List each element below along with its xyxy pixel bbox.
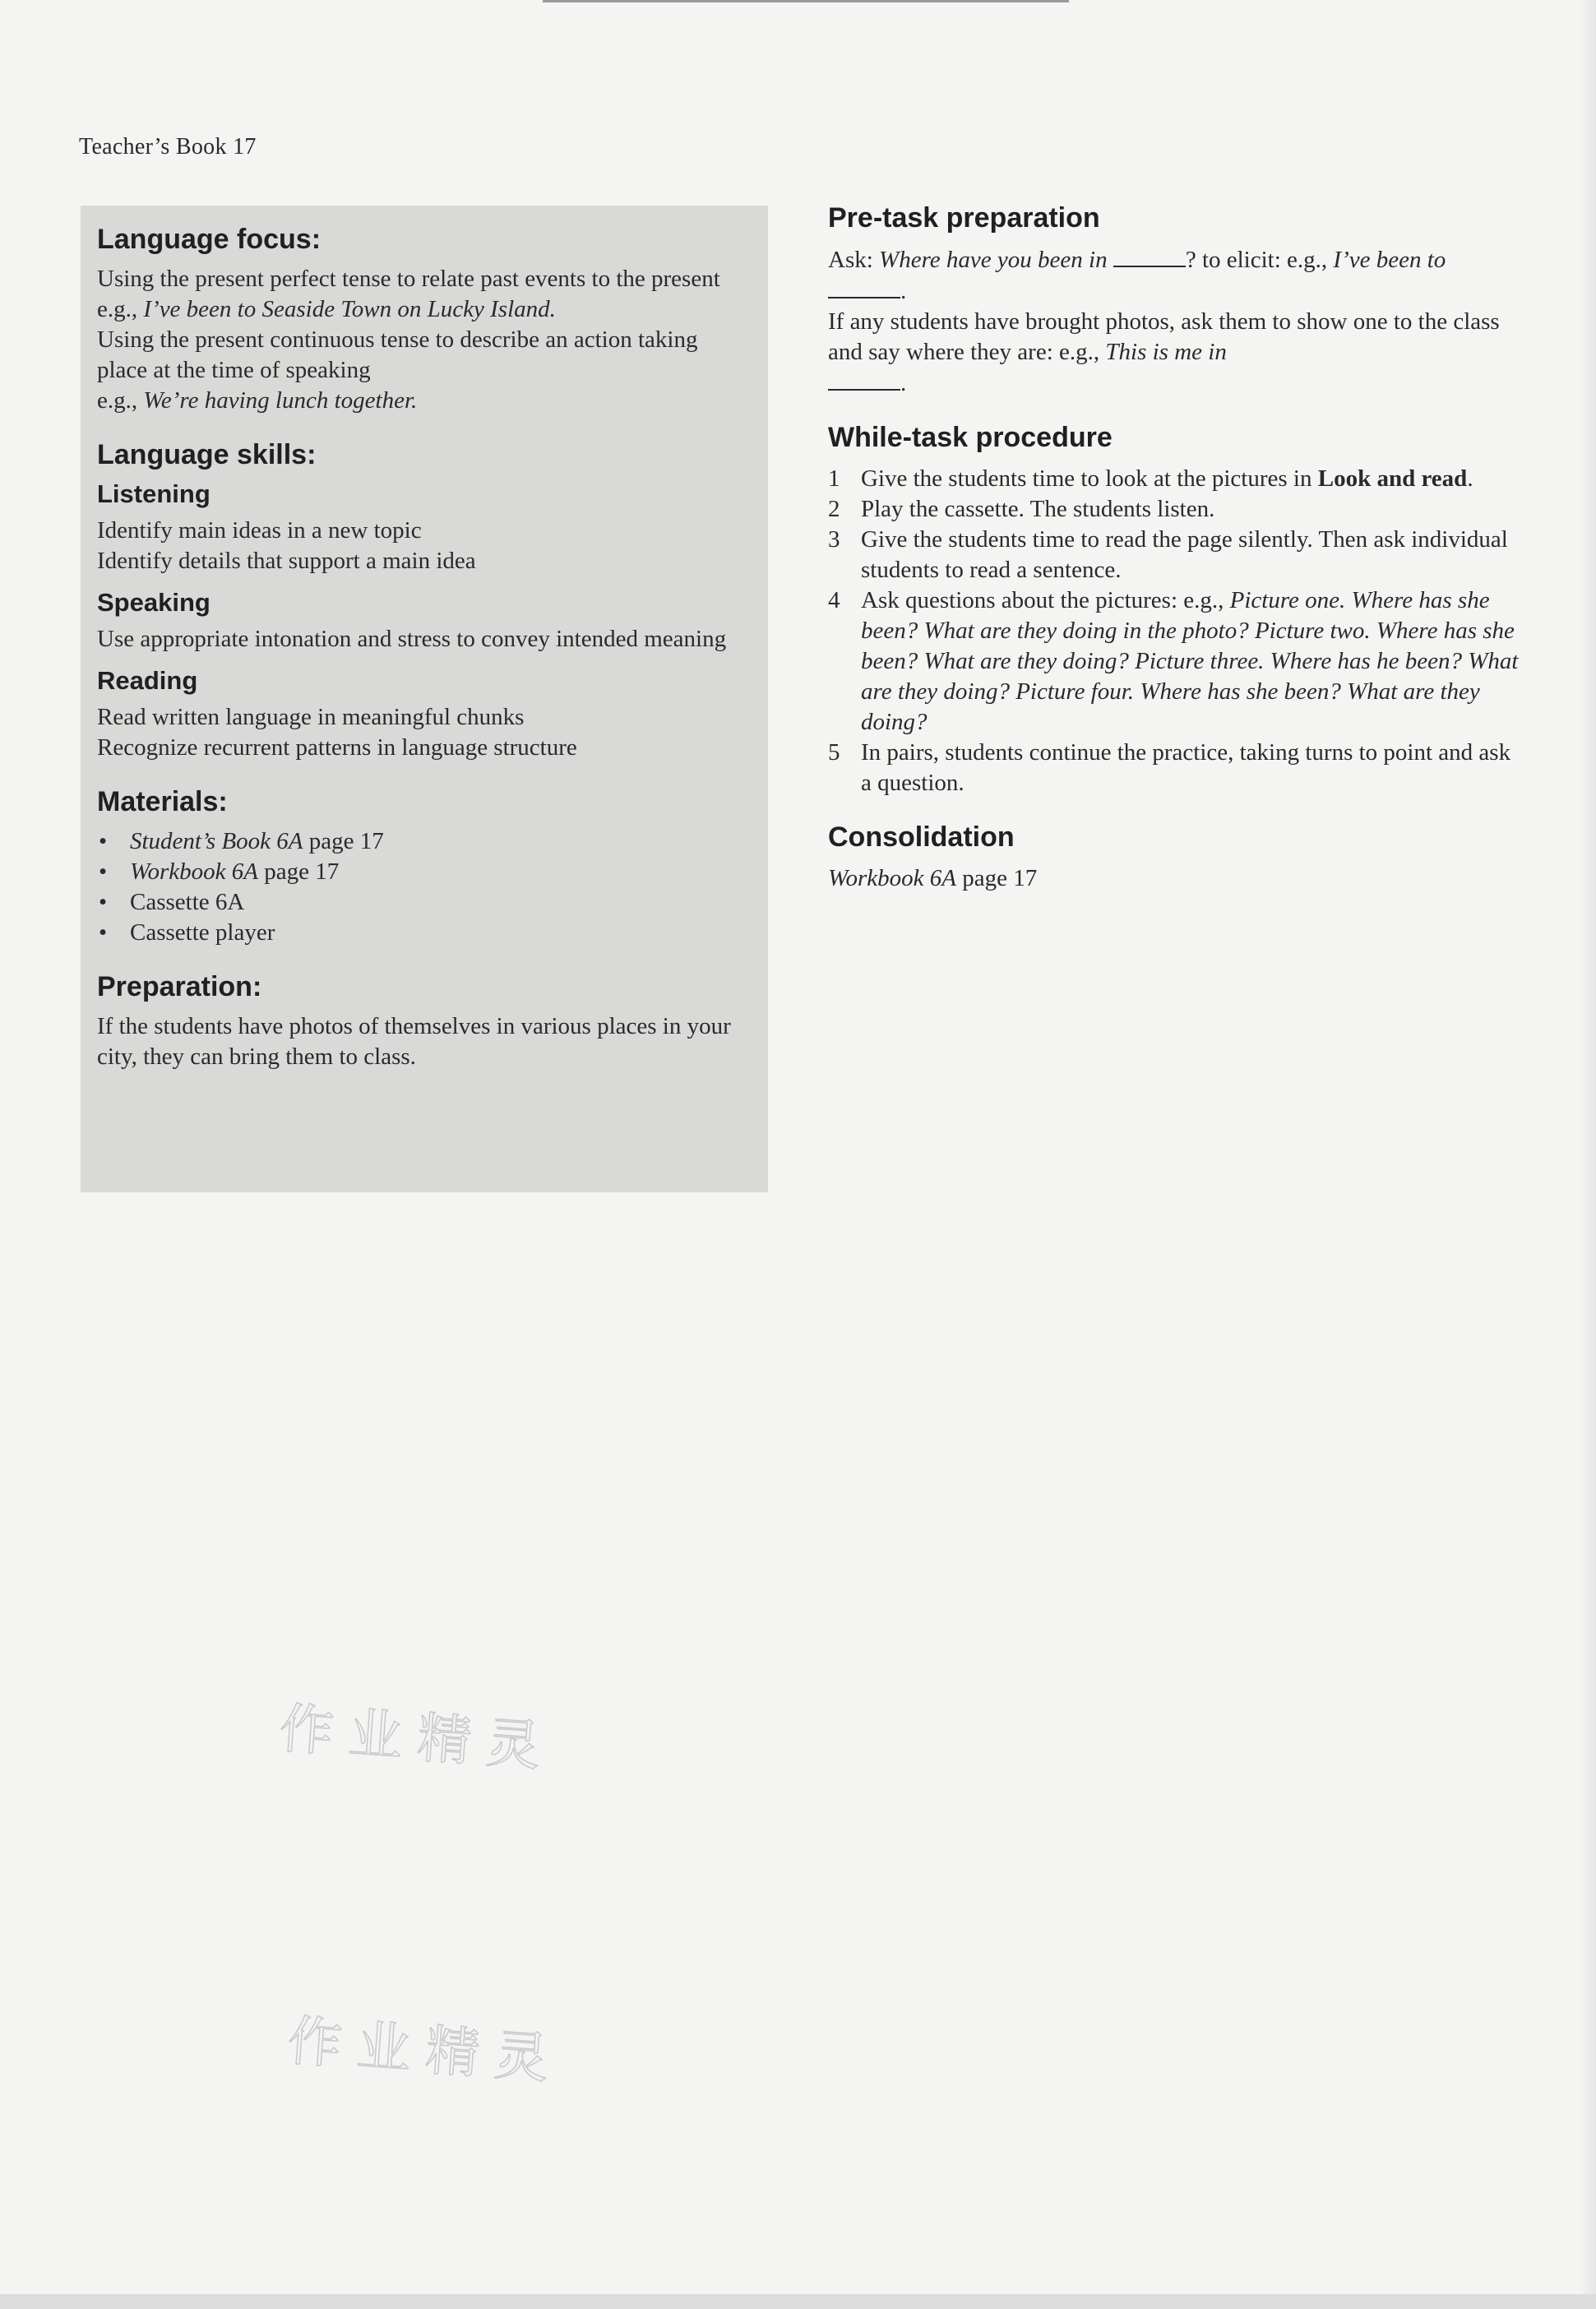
listening-skill-1: Identify main ideas in a new topic (97, 517, 422, 544)
bullet-icon: • (99, 858, 108, 885)
language-focus-line-1: Using the present perfect tense to relate past events to the present (97, 266, 720, 292)
photos-instruction: If any students have brought photos, ask them to show one to the class and say where they are: e.g., (828, 308, 1500, 365)
ask-lead: Ask: (828, 247, 880, 273)
listening-skill-2: Identify details that support a main idea (97, 548, 476, 574)
language-focus-line-2: Using the present continuous tense to describe an action taking place at the time of speaking (97, 326, 698, 383)
preparation-text: If the students have photos of themselves in various places in your city, they can bring them to class. (97, 1013, 731, 1070)
pre-task-photos (828, 307, 1527, 399)
preparation-heading: Preparation: (97, 971, 262, 1002)
step-text: Give the students time to look at the pictures in (861, 465, 1318, 492)
step-text: Play the cassette. The students listen. (861, 496, 1215, 522)
step-text: In pairs, students continue the practice, taking turns to point and ask a question. (861, 739, 1511, 796)
step-number: 1 (828, 465, 840, 492)
language-focus-heading: Language focus: (97, 224, 322, 255)
running-head: Teacher’s Book 17 (79, 134, 257, 160)
fill-in-blank (828, 275, 900, 298)
list-item (828, 525, 1527, 585)
step-number: 3 (828, 526, 840, 553)
listening-heading: Listening (97, 479, 210, 508)
material-title: Workbook 6A (130, 858, 258, 885)
step-text: Give the students time to read the page silently. Then ask individual students to read a sentence. (861, 526, 1508, 583)
fill-in-blank (828, 368, 900, 391)
ask-question: Where have you been in (879, 247, 1113, 273)
step-text: Ask questions about the pictures: e.g., (861, 587, 1230, 613)
ask-middle: ? to elicit: e.g., (1185, 247, 1334, 273)
list-item (97, 887, 752, 918)
sentence-end: . (900, 370, 907, 396)
speaking-skill-1: Use appropriate intonation and stress to convey intended meaning (97, 626, 727, 652)
step-number: 5 (828, 739, 840, 766)
reading-heading: Reading (97, 666, 198, 695)
list-item (828, 464, 1527, 494)
material-title: Cassette 6A (130, 889, 245, 915)
bottom-edge-band (0, 2294, 1596, 2309)
step-italic: Picture one. Where has she been? What are they doing in the photo? Picture two. Where has she been? What are they doing? Picture three. Where has he been? What are they doing? Picture four. Where has she been? What are they doing? (861, 587, 1519, 735)
top-edge-rule (543, 0, 1069, 2)
example-text: I’ve been to Seaside Town on Lucky Island. (143, 296, 556, 322)
consolidation-page: page 17 (956, 865, 1038, 891)
watermark: 作业精灵 (277, 1696, 557, 1779)
lesson-overview-sidebar (81, 206, 768, 1192)
example-text: We’re having lunch together. (143, 387, 418, 414)
watermark: 作业精灵 (285, 2009, 566, 2092)
speaking-heading: Speaking (97, 588, 210, 617)
material-page: page 17 (258, 858, 340, 885)
photos-example: This is me in (1105, 339, 1227, 365)
list-item (828, 738, 1527, 798)
language-focus-example-2 (97, 386, 752, 416)
example-lead: e.g., (97, 296, 144, 322)
step-number: 2 (828, 496, 840, 522)
bullet-icon: • (99, 889, 108, 915)
consolidation-title: Workbook 6A (828, 865, 956, 891)
list-item (97, 826, 752, 857)
language-focus-example-1 (97, 294, 752, 325)
pre-task-ask (828, 244, 1527, 307)
list-item (97, 918, 752, 948)
list-item (828, 494, 1527, 525)
materials-heading: Materials: (97, 786, 228, 817)
reading-skill-2: Recognize recurrent patterns in language structure (97, 734, 577, 761)
sentence-end: . (900, 278, 907, 304)
consolidation-text (828, 863, 1527, 894)
step-number: 4 (828, 587, 840, 613)
pre-task-heading: Pre-task preparation (828, 202, 1100, 234)
example-lead: e.g., (97, 387, 144, 414)
consolidation-heading: Consolidation (828, 821, 1015, 853)
material-title: Student’s Book 6A (130, 828, 303, 854)
procedure-column (828, 202, 1527, 894)
step-bold: Look and read (1317, 465, 1468, 492)
materials-list (97, 826, 752, 948)
bullet-icon: • (99, 828, 108, 854)
material-title: Cassette player (130, 919, 275, 946)
ask-answer: I’ve been to (1333, 247, 1446, 273)
bullet-icon: • (99, 919, 108, 946)
procedure-steps (828, 464, 1527, 798)
list-item (97, 857, 752, 887)
material-page: page 17 (303, 828, 384, 854)
list-item (828, 585, 1527, 738)
page-edge-shadow (1580, 0, 1596, 2309)
step-end: . (1467, 465, 1473, 492)
reading-skill-1: Read written language in meaningful chunks (97, 704, 525, 730)
fill-in-blank (1113, 244, 1186, 267)
language-skills-heading: Language skills: (97, 439, 317, 470)
while-task-heading: While-task procedure (828, 422, 1113, 453)
